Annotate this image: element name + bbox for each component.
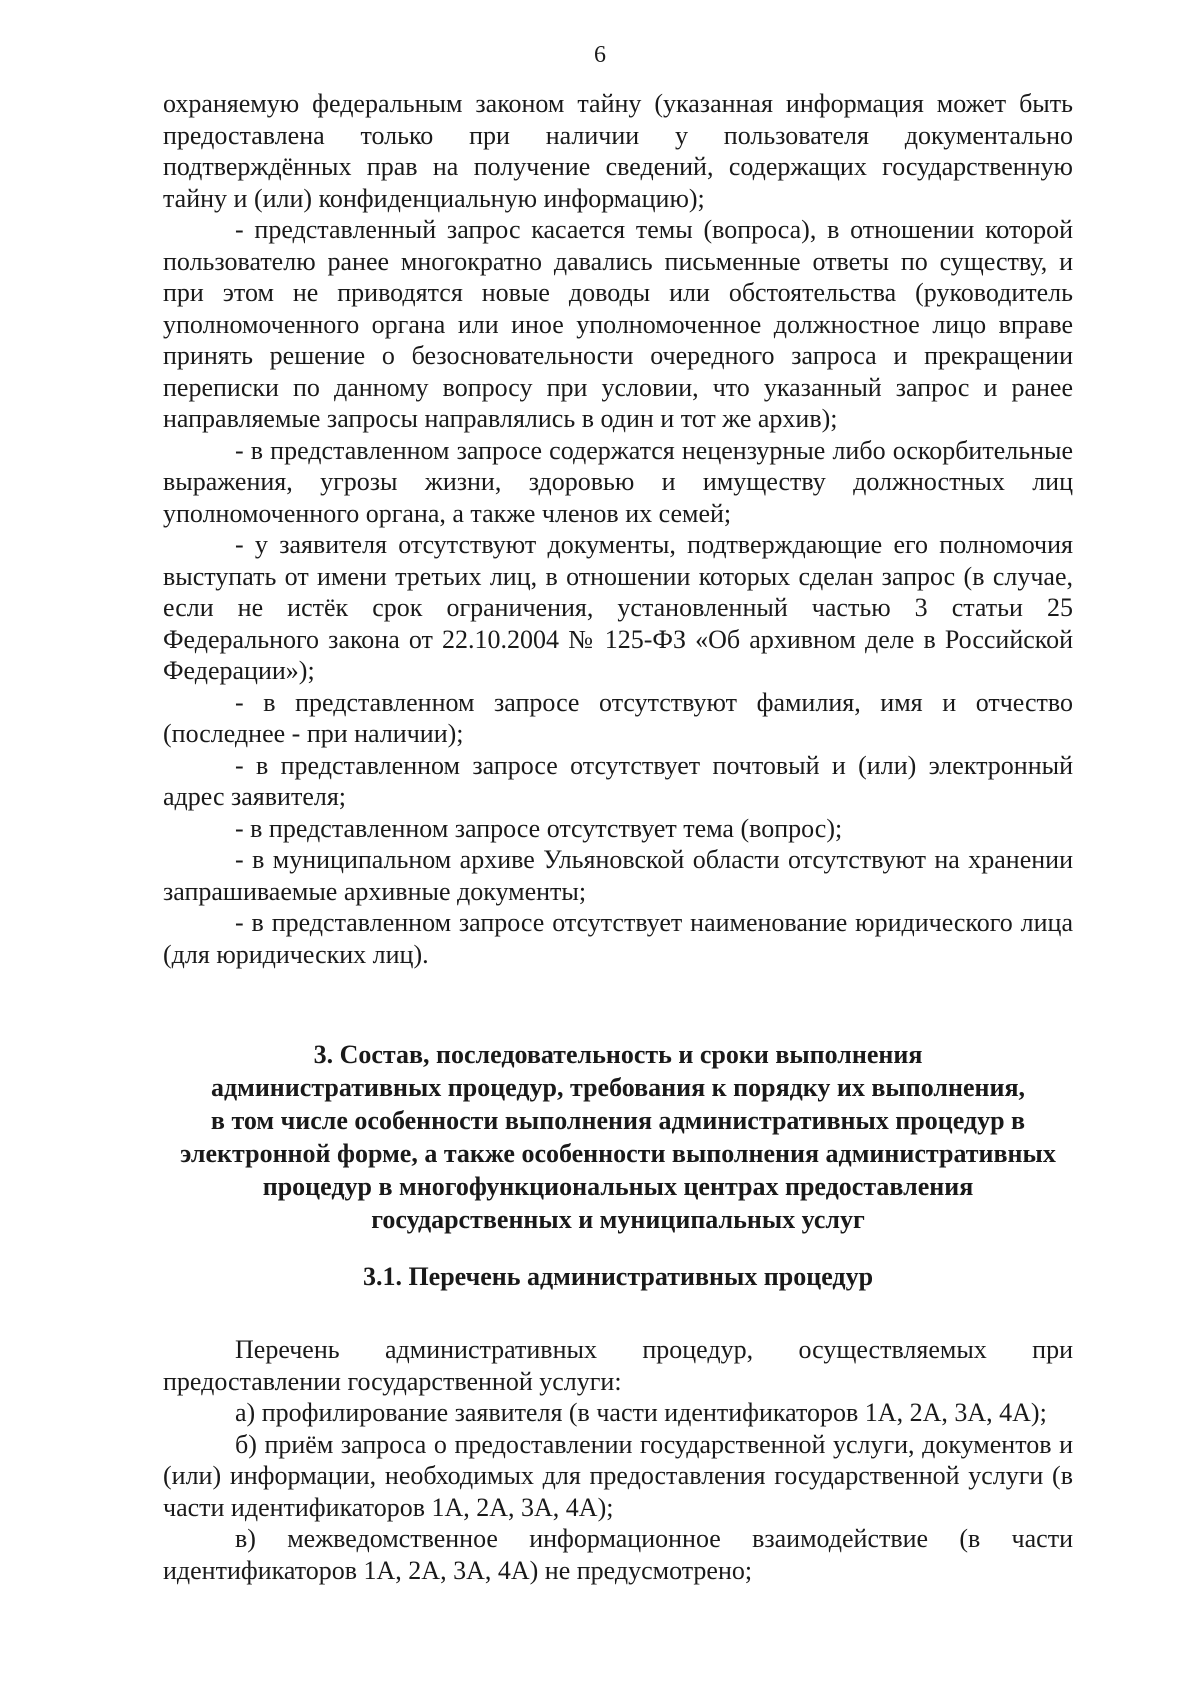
section-heading-line: электронной форме, а также особенности выполнения административных [180,1139,1056,1168]
paragraph: - представленный запрос касается темы (вопроса), в отношении которой пользователю ранее многократно давались письменные ответы по существу, и при этом не приводятся новые доводы или обстоятельства (руководитель уполномоченного органа или иное уполномоченное должностное лицо вправе принять решение о безосновательности очередного запроса и прекращении переписки по данному вопросу при условии, что указанный запрос и ранее направляемые запросы направлялись в один и тот же архив); [163,215,1073,433]
section-heading [163,1038,1073,1236]
paragraph: Перечень административных процедур, осуществляемых при предоставлении государственной услуги: [163,1335,1073,1396]
paragraph: - в представленном запросе отсутствует почтовый и (или) электронный адрес заявителя; [163,750,1073,811]
section-heading-line: в том числе особенности выполнения административных процедур в [210,1106,1026,1135]
paragraph: - в муниципальном архиве Ульяновской области отсутствуют на хранении запрашиваемые архивные документы; [163,845,1073,906]
paragraph: - в представленном запросе содержатся нецензурные либо оскорбительные выражения, угрозы жизни, здоровью и имуществу должностных лиц уполномоченного органа, а также членов их семей; [163,435,1073,528]
paragraph: - у заявителя отсутствуют документы, подтверждающие его полномочия выступать от имени третьих лиц, в отношении которых сделан запрос (в случае, если не истёк срок ограничения, установленный частью 3 статьи 25 Федерального закона от 22.10.2004 № 125-ФЗ «Об архивном деле в Российской Федерации»); [163,530,1073,685]
section-heading-line: административных процедур, требования к порядку их выполнения, [210,1073,1026,1102]
page-number: 6 [594,42,606,68]
paragraph: в) межведомственное информационное взаимодействие (в части идентификаторов 1А, 2А, 3А, 4А) не предусмотрено; [163,1524,1073,1585]
paragraph: - в представленном запросе отсутствуют фамилия, имя и отчество (последнее - при наличии); [163,687,1073,748]
sub-heading [163,1260,1073,1293]
paragraph: охраняемую федеральным законом тайну (указанная информация может быть предоставлена только при наличии у пользователя документально подтверждённых прав на получение сведений, содержащих государственную тайну и (или) конфиденциальную информацию); [163,89,1073,213]
paragraph: а) профилирование заявителя (в части идентификаторов 1А, 2А, 3А, 4А); [235,1398,1047,1427]
section-heading-line: 3. Состав, последовательность и сроки выполнения [313,1040,923,1069]
section-heading-line: процедур в многофункциональных центрах предоставления [262,1172,974,1201]
sub-heading-text: 3.1. Перечень административных процедур [362,1262,874,1291]
body-text-top [163,88,1073,970]
section-heading-line: государственных и муниципальных услуг [371,1205,865,1234]
body-text-bottom [163,1334,1073,1586]
paragraph: - в представленном запросе отсутствует наименование юридического лица (для юридических лиц). [163,908,1073,969]
paragraph: б) приём запроса о предоставлении государственной услуги, документов и (или) информации, необходимых для предоставления государственной услуги (в части идентификаторов 1А, 2А, 3А, 4А); [163,1429,1073,1522]
paragraph: - в представленном запросе отсутствует тема (вопрос); [235,813,843,843]
